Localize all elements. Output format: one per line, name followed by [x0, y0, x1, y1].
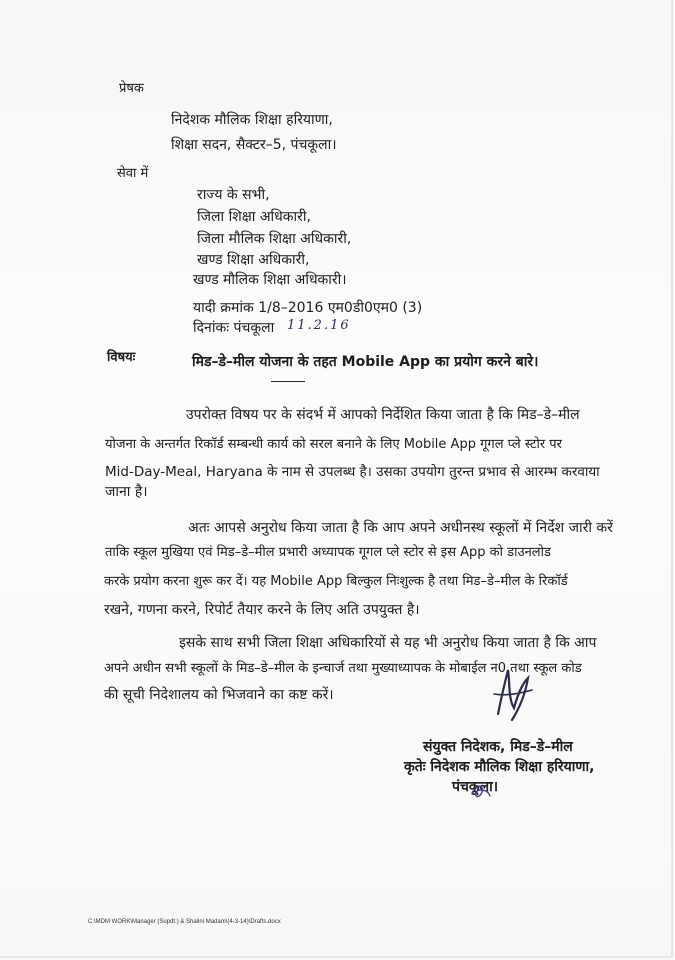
- para1-line-4: जाना है।: [105, 484, 148, 500]
- sender-label: प्रेषक: [119, 81, 144, 96]
- para3-line-2: अपने अधीन सभी स्कूलों के मिड–डे–मील के इन्चार्ज तथा मुख्याध्यापक के मोबाईल न0 तथा स्कूल कोड: [104, 661, 582, 676]
- reference-number: यादी क्रमांक 1/8–2016 एम0डी0एम0 (3): [193, 300, 423, 316]
- date-handwritten: 11.2.16: [287, 318, 351, 333]
- subject-text: मिड–डे–मील योजना के तहत Mobile App का प्रयोग करने बारे।: [192, 354, 539, 370]
- para2-line-2: ताकि स्कूल मुखिया एवं मिड–डे–मील प्रभारी अध्यापक गूगल प्ले स्टोर से इस App को डाउनलोड: [105, 545, 551, 560]
- para1-line-1: उपरोक्त विषय पर के संदर्भ में आपको निर्देशित किया जाता है कि मिड–डे–मील: [186, 407, 580, 423]
- para1-line-2: योजना के अन्तर्गत रिकॉर्ड सम्बन्धी कार्य को सरल बनाने के लिए Mobile App गूगल प्ले स्टोर पर: [105, 437, 562, 452]
- para2-line-4: रखने, गणना करने, रिपोर्ट तैयार करने के लिए अति उपयुक्त है।: [104, 602, 420, 618]
- recipient-line-2: जिला शिक्षा अधिकारी,: [197, 209, 311, 225]
- sender-line-2: शिक्षा सदन, सैक्टर–5, पंचकूला।: [171, 137, 337, 153]
- date-label: दिनांकः पंचकूला: [193, 320, 275, 336]
- initials-mark: [468, 780, 494, 802]
- signature-mark: [488, 664, 538, 726]
- para3-line-3: की सूची निदेशालय को भिजवाने का कष्ट करें।: [104, 687, 334, 703]
- para2-line-3: करके प्रयोग करना शुरू कर दें। यह Mobile App बिल्कुल निःशुल्क है तथा मिड–डे–मील के रिकॉर्ड: [104, 574, 568, 589]
- para3-line-1: इसके साथ सभी जिला शिक्षा अधिकारियों से यह भी अनुरोध किया जाता है कि आप: [179, 635, 597, 651]
- subject-label: विषयः: [107, 350, 136, 365]
- sender-line-1: निदेशक मौलिक शिक्षा हरियाणा,: [171, 112, 333, 128]
- file-path-footer: C:\MDM WORK\Manager (Supdt.) & Shalini Madam\(4-3-14)\Drafts.docx: [88, 919, 281, 925]
- recipient-line-4: खण्ड शिक्षा अधिकारी,: [197, 252, 310, 268]
- signature-place: पंचकूला।: [452, 779, 499, 795]
- recipient-line-5: खण्ड मौलिक शिक्षा अधिकारी।: [193, 272, 347, 288]
- signature-dept: कृतेः निदेशक मौलिक शिक्षा हरियाणा,: [404, 759, 595, 775]
- subject-underline: [271, 381, 305, 382]
- to-label: सेवा में: [117, 166, 149, 181]
- recipient-line-1: राज्य के सभी,: [197, 187, 270, 203]
- para1-line-3: Mid-Day-Meal, Haryana के नाम से उपलब्ध है। उसका उपयोग तुरन्त प्रभाव से आरम्भ करवाया: [105, 464, 600, 480]
- recipient-line-3: जिला मौलिक शिक्षा अधिकारी,: [197, 231, 352, 247]
- para2-line-1: अतः आपसे अनुरोध किया जाता है कि आप अपने अधीनस्थ स्कूलों में निर्देश जारी करें: [188, 520, 613, 536]
- signature-title: संयुक्त निदेशक, मिड–डे–मील: [423, 739, 573, 755]
